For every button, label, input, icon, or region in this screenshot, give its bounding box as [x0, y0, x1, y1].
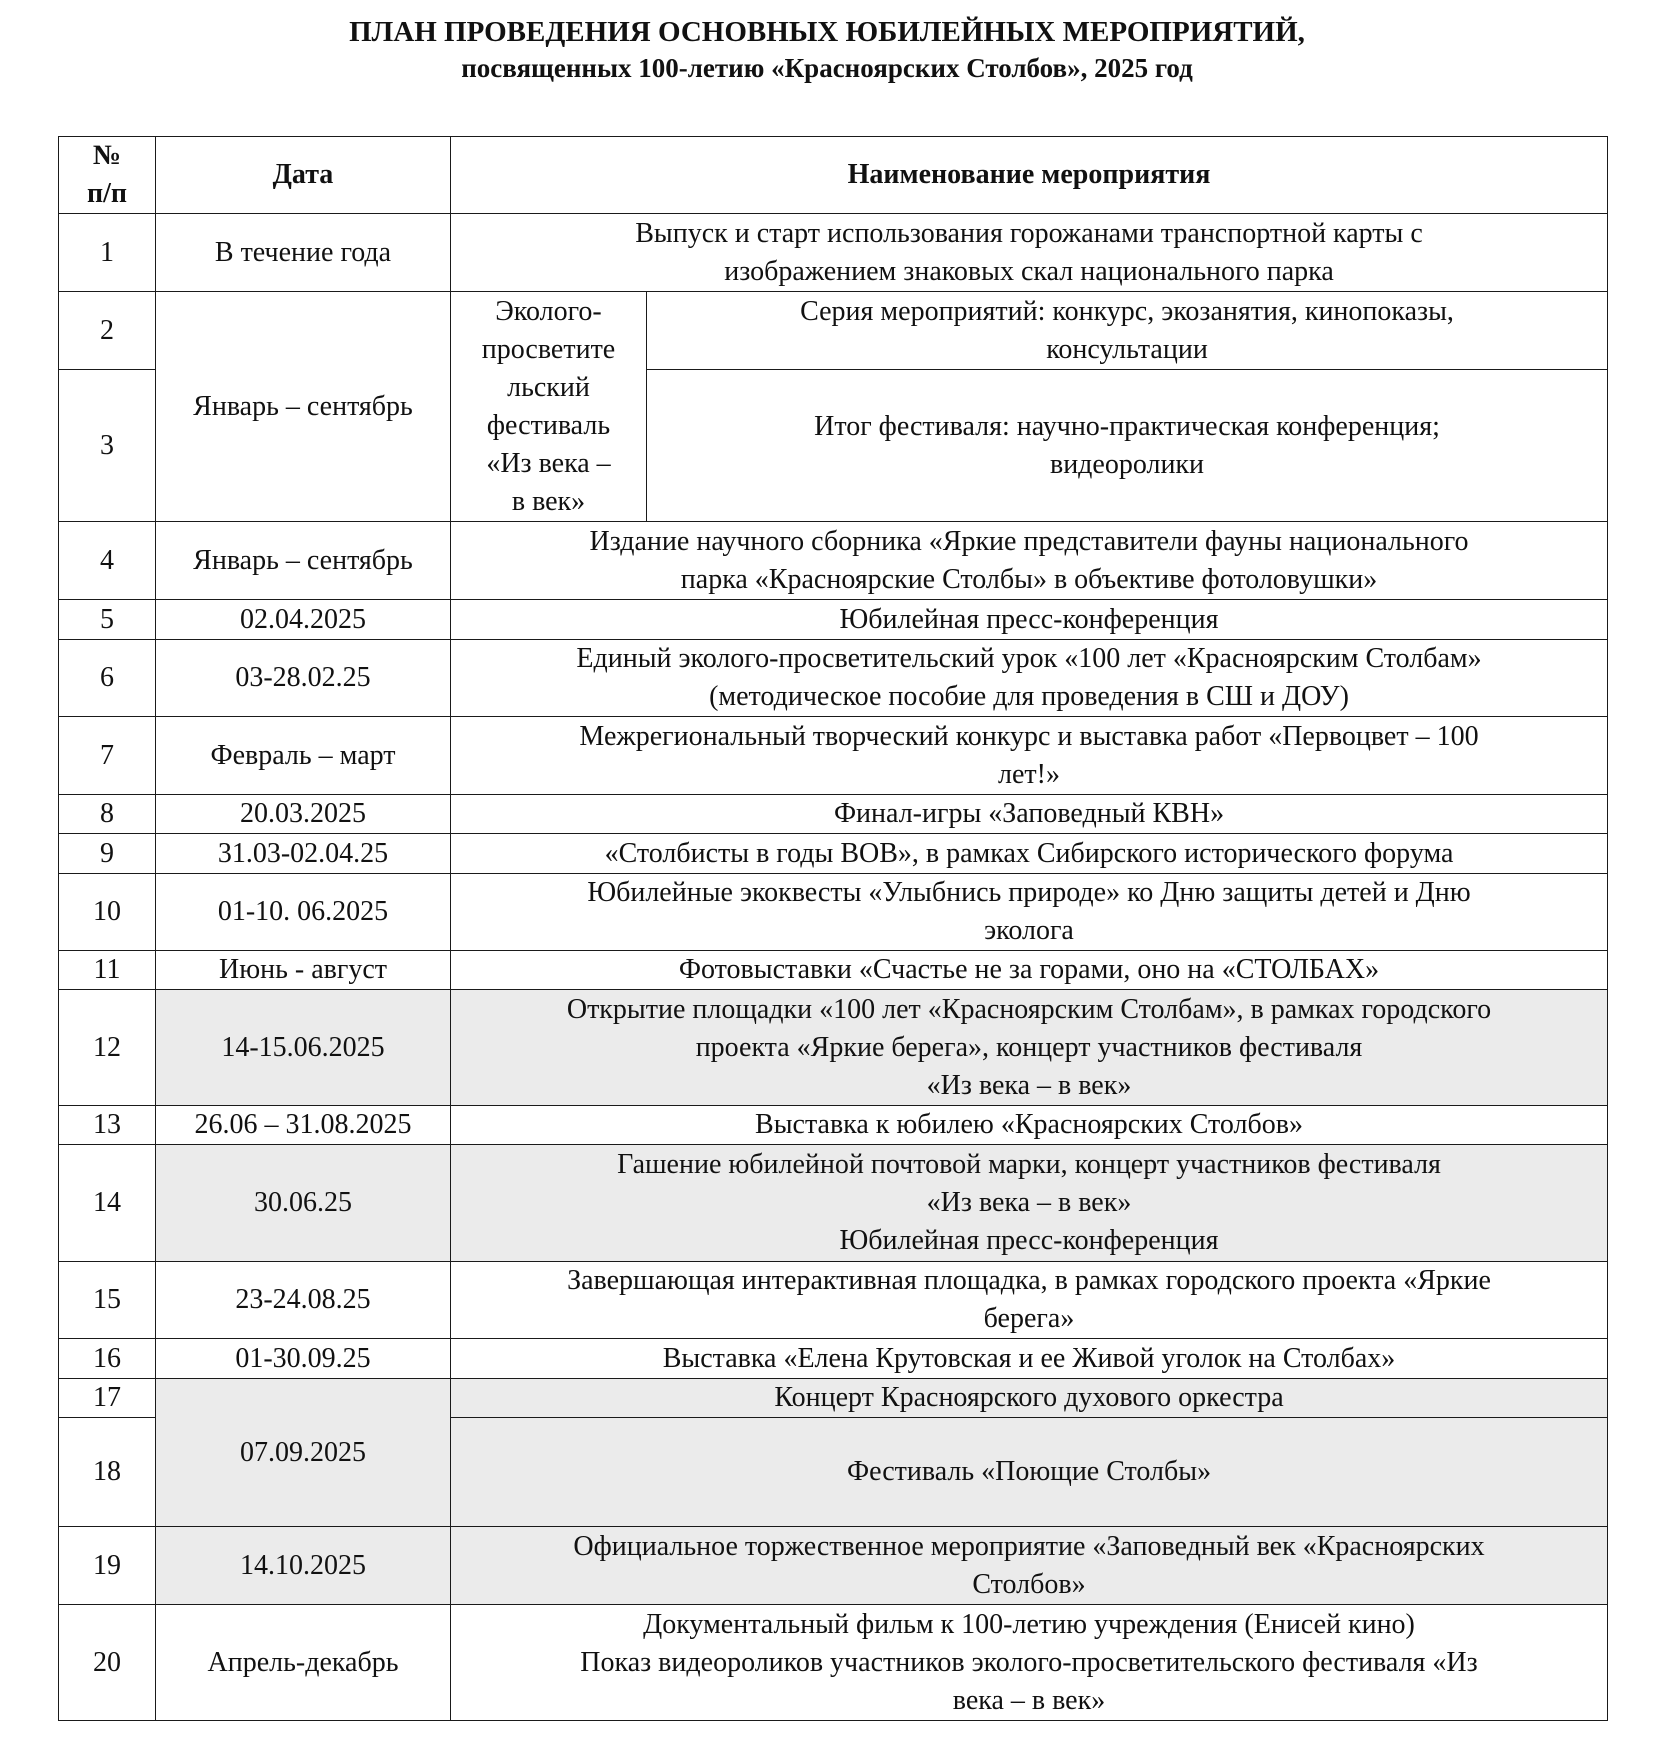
row-event: Издание научного сборника «Яркие представители фауны национального парка «Красноярские Столбы» в объективе фотоловушки»: [451, 522, 1608, 600]
row-date: Июнь - август: [156, 951, 451, 990]
row-event: «Столбисты в годы ВОВ», в рамках Сибирского исторического форума: [451, 834, 1608, 874]
row-event: Открытие площадки «100 лет «Красноярским Столбам», в рамках городского проекта «Яркие берега», концерт участников фестиваля «Из века – в век»: [451, 990, 1608, 1106]
row-date: 14-15.06.2025: [156, 990, 451, 1106]
table-row: [59, 834, 1608, 874]
table-header-row: [59, 137, 1608, 214]
table-row: [59, 1339, 1608, 1379]
row-date: 26.06 – 31.08.2025: [156, 1106, 451, 1145]
table-row: [59, 1106, 1608, 1145]
row-date: 03-28.02.25: [156, 640, 451, 717]
table-row: [59, 717, 1608, 795]
header-num: № п/п: [59, 137, 156, 214]
table-row: [59, 1527, 1608, 1605]
header-name: Наименование мероприятия: [451, 137, 1608, 214]
row-date: Январь – сентябрь: [156, 292, 451, 522]
row-date: Апрель-декабрь: [156, 1605, 451, 1721]
row-event: Документальный фильм к 100-летию учреждения (Енисей кино) Показ видеороликов участников эколого-просветительского фестиваля «Из века – в век»: [451, 1605, 1608, 1721]
row-date: 07.09.2025: [156, 1379, 451, 1527]
row-num: 15: [59, 1262, 156, 1339]
row-date: 01-30.09.25: [156, 1339, 451, 1379]
row-num: 16: [59, 1339, 156, 1379]
row-num: 7: [59, 717, 156, 795]
row-date: 23-24.08.25: [156, 1262, 451, 1339]
row-date: Январь – сентябрь: [156, 522, 451, 600]
row-num: 11: [59, 951, 156, 990]
row-event: Фестиваль «Поющие Столбы»: [451, 1418, 1608, 1527]
row-num: 20: [59, 1605, 156, 1721]
row-event: Юбилейные экоквесты «Улыбнись природе» ко Дню защиты детей и Дню эколога: [451, 874, 1608, 951]
row-num: 9: [59, 834, 156, 874]
row-date: 31.03-02.04.25: [156, 834, 451, 874]
row-date: 20.03.2025: [156, 795, 451, 834]
row-date: 01-10. 06.2025: [156, 874, 451, 951]
row-event: Официальное торжественное мероприятие «Заповедный век «Красноярских Столбов»: [451, 1527, 1608, 1605]
row-date: 14.10.2025: [156, 1527, 451, 1605]
row-num: 6: [59, 640, 156, 717]
row-event: Гашение юбилейной почтовой марки, концерт участников фестиваля «Из века – в век» Юбилейная пресс-конференция: [451, 1145, 1608, 1262]
row-num: 18: [59, 1418, 156, 1527]
row-event: Концерт Красноярского духового оркестра: [451, 1379, 1608, 1418]
title-line-1: ПЛАН ПРОВЕДЕНИЯ ОСНОВНЫХ ЮБИЛЕЙНЫХ МЕРОПРИЯТИЙ,: [349, 16, 1305, 48]
table-row: [59, 1605, 1608, 1721]
row-event: Юбилейная пресс-конференция: [451, 600, 1608, 640]
row-num: 13: [59, 1106, 156, 1145]
row-date: 30.06.25: [156, 1145, 451, 1262]
table-row: [59, 1145, 1608, 1262]
row-num: 4: [59, 522, 156, 600]
row-date: Февраль – март: [156, 717, 451, 795]
row-num: 1: [59, 214, 156, 292]
row-event: Выпуск и старт использования горожанами транспортной карты с изображением знаковых скал национального парка: [451, 214, 1608, 292]
row-event: Выставка к юбилею «Красноярских Столбов»: [451, 1106, 1608, 1145]
table-row: [59, 640, 1608, 717]
row-event: Итог фестиваля: научно-практическая конференция; видеоролики: [647, 370, 1608, 522]
row-date: В течение года: [156, 214, 451, 292]
table-row: [59, 522, 1608, 600]
table-row: [59, 1262, 1608, 1339]
table-row: [59, 292, 1608, 370]
row-num: 14: [59, 1145, 156, 1262]
festival-group-cell: Эколого- просветите льский фестиваль «Из века – в век»: [451, 292, 647, 522]
table-row: [59, 600, 1608, 640]
row-num: 19: [59, 1527, 156, 1605]
row-num: 17: [59, 1379, 156, 1418]
events-table: [58, 136, 1608, 1721]
row-num: 5: [59, 600, 156, 640]
document-title: [0, 14, 1654, 86]
row-event: Серия мероприятий: конкурс, экозанятия, кинопоказы, консультации: [647, 292, 1608, 370]
table-row: [59, 990, 1608, 1106]
row-event: Единый эколого-просветительский урок «100 лет «Красноярским Столбам» (методическое пособие для проведения в СШ и ДОУ): [451, 640, 1608, 717]
row-num: 3: [59, 370, 156, 522]
row-num: 10: [59, 874, 156, 951]
table-row: [59, 874, 1608, 951]
row-num: 2: [59, 292, 156, 370]
row-event: Выставка «Елена Крутовская и ее Живой уголок на Столбах»: [451, 1339, 1608, 1379]
row-num: 8: [59, 795, 156, 834]
table-row: [59, 214, 1608, 292]
table-row: [59, 1379, 1608, 1418]
title-line-2: посвященных 100-летию «Красноярских Столбов», 2025 год: [461, 53, 1193, 83]
row-num: 12: [59, 990, 156, 1106]
row-date: 02.04.2025: [156, 600, 451, 640]
row-event: Финал-игры «Заповедный КВН»: [451, 795, 1608, 834]
row-event: Фотовыставки «Счастье не за горами, оно на «СТОЛБАХ»: [451, 951, 1608, 990]
table-row: [59, 951, 1608, 990]
table-row: [59, 795, 1608, 834]
header-date: Дата: [156, 137, 451, 214]
row-event: Завершающая интерактивная площадка, в рамках городского проекта «Яркие берега»: [451, 1262, 1608, 1339]
row-event: Межрегиональный творческий конкурс и выставка работ «Первоцвет – 100 лет!»: [451, 717, 1608, 795]
